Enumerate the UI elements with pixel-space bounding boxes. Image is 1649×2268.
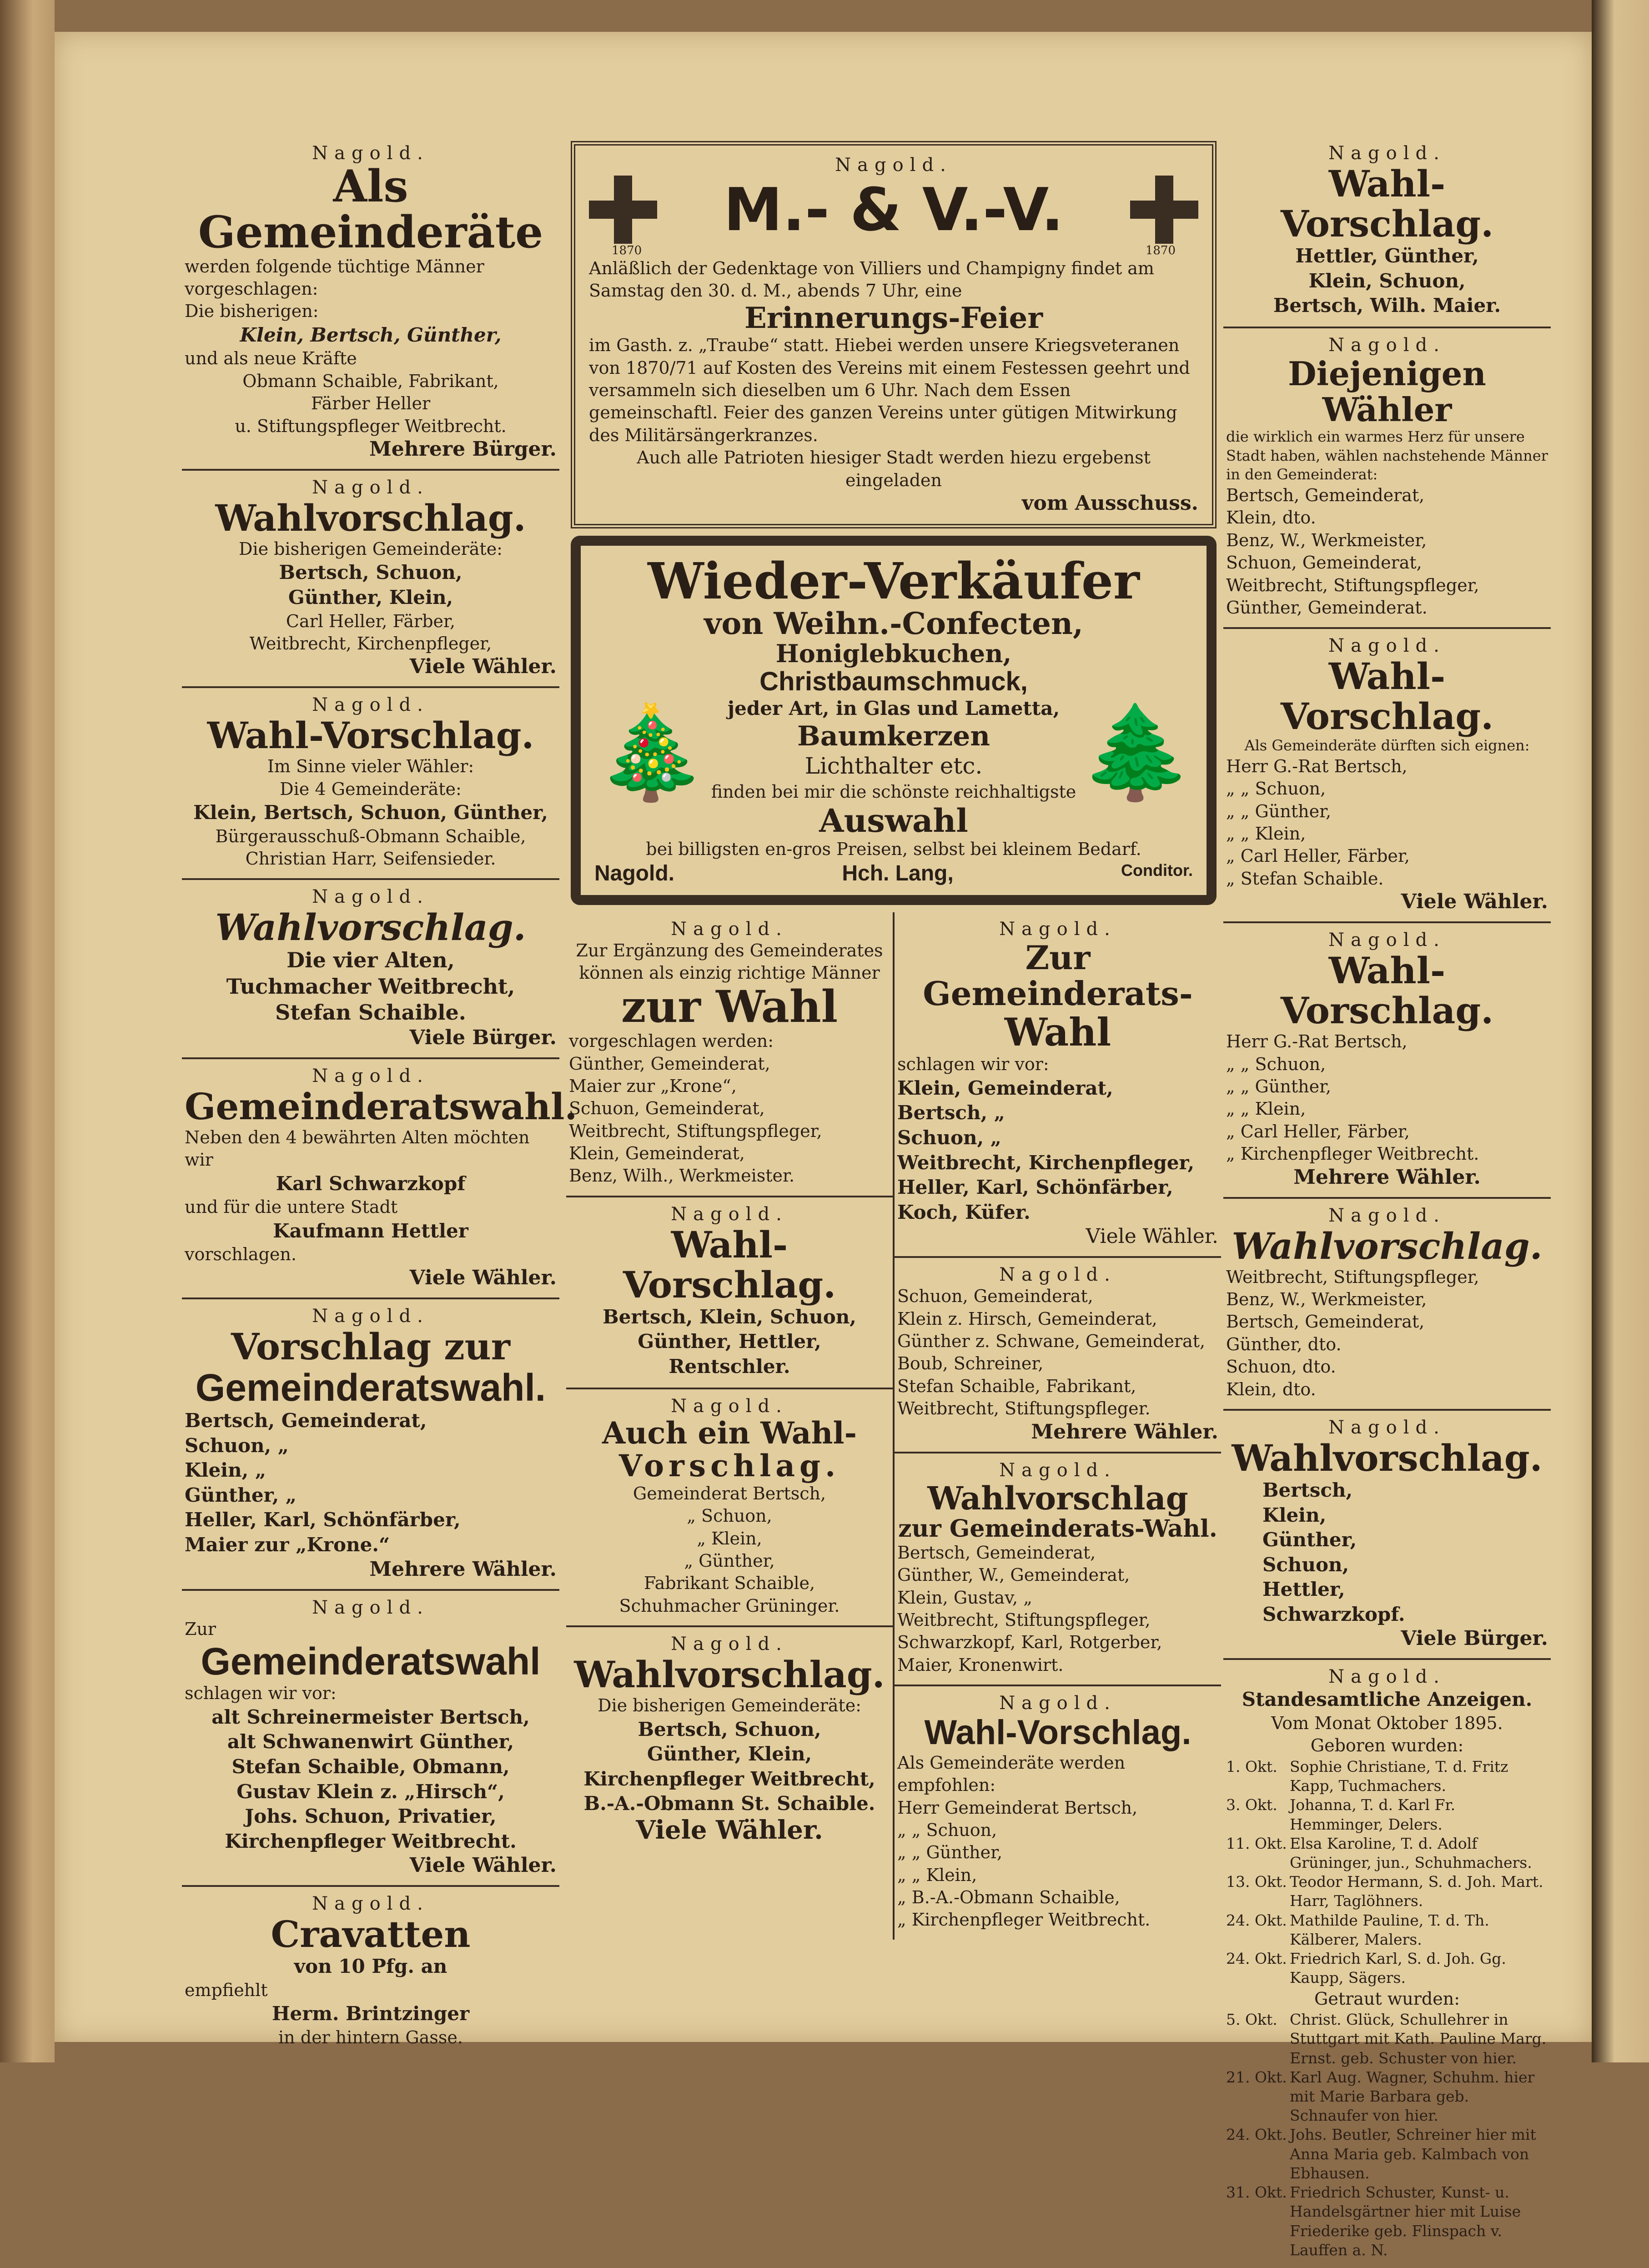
ad-place: Nagold. <box>312 694 429 716</box>
ad-text: Bertsch, Gemeinderat, <box>897 1542 1096 1563</box>
ad-text: Maier zur „Krone“, <box>569 1076 737 1096</box>
ad-text: Benz, W., Werkmeister, <box>1226 1289 1427 1309</box>
register-date: 24. Okt. <box>1226 2126 1287 2144</box>
ad-names: alt Schwanenwirt Günther, <box>227 1730 514 1753</box>
iron-cross-icon <box>589 176 657 244</box>
ad-wahlvorschlag-1 <box>182 471 559 688</box>
next-page-edge <box>1592 0 1649 2062</box>
ad-title: Auch ein Wahl- <box>602 1415 857 1451</box>
ad-names: Hettler, <box>1262 1578 1345 1601</box>
ad-wahlvorschlag-r5 <box>1223 1411 1551 1660</box>
ad-text: Gemeinderat Bertsch, <box>633 1483 826 1504</box>
ad-text: Schwarzkopf, Karl, Rotgerber, <box>897 1632 1162 1653</box>
ad-signature: Mehrere Wähler. <box>369 1557 557 1581</box>
ad-text: Zur Ergänzung des Gemeinderates können als einzig richtige Männer <box>576 940 883 983</box>
ad-text: vorschlagen. <box>185 1244 297 1265</box>
ad-title: Cravatten <box>271 1913 471 1956</box>
ad-text: Klein, Gemeinderat, <box>569 1143 745 1164</box>
ad-text: jeder Art, in Glas und Lametta, <box>727 697 1060 720</box>
ad-text: Herr G.-Rat Bertsch, <box>1226 756 1408 776</box>
ad-names: Koch, Küfer. <box>897 1201 1031 1223</box>
ad-text: vorgeschlagen werden: <box>569 1031 774 1051</box>
ad-text: Klein z. Hirsch, Gemeinderat, <box>897 1308 1157 1329</box>
ad-text: „ „ Klein, <box>1226 1099 1306 1119</box>
ad-text: die wirklich ein warmes Herz für unsere Stadt haben, wählen nachstehende Männer in den Gemeinderat: <box>1226 428 1548 483</box>
ad-title: Wahlvorschlag. <box>1232 1436 1543 1479</box>
ad-title: Wahl-Vorschlag. <box>1280 655 1494 738</box>
ad-text: Boub, Schreiner, <box>897 1353 1044 1374</box>
ad-title: Wahlvorschlag. <box>574 1653 885 1696</box>
marriages-header: Getraut wurden: <box>1314 1988 1460 2009</box>
ad-place: Nagold. <box>835 155 952 176</box>
ad-wahlvorschlag-gemeinderats-wahl <box>895 1453 1221 1687</box>
ad-text: Auch alle Patrioten hiesiger Stadt werden hiezu ergebenst eingeladen <box>637 448 1151 490</box>
ad-text: Bertsch, Gemeinderat, <box>1226 485 1425 505</box>
ad-names: Günther, Klein, <box>288 586 453 608</box>
births-list <box>1226 1757 1548 1988</box>
ad-text: Weitbrecht, Stiftungspfleger, <box>1226 1267 1479 1287</box>
births-header: Geboren wurden: <box>1310 1735 1464 1756</box>
ad-wahl-vorschlag-2 <box>182 688 559 880</box>
ad-text: Klein, dto. <box>1226 1379 1316 1399</box>
ad-place: Nagold. <box>1328 1417 1446 1438</box>
ad-text: Schuon, Gemeinderat, <box>569 1098 765 1119</box>
ad-wahl-vorschlag-r2 <box>1223 629 1551 923</box>
ad-text: „ „ Günther, <box>897 1842 1003 1863</box>
ad-zur-wahl <box>566 912 893 1197</box>
ad-text: von Weihn.-Confecten, <box>704 606 1084 642</box>
ad-text: Die bisherigen: <box>185 301 319 322</box>
ad-names: Klein, Gemeinderat, <box>897 1076 1113 1099</box>
register-text: Teodor Hermann, S. d. Joh. Mart. Harr, Taglöhners. <box>1290 1873 1543 1910</box>
ad-text: „ Kirchenpfleger Weitbrecht. <box>1226 1144 1479 1164</box>
register-text: Christ. Glück, Schullehrer in Stuttgart mit Kath. Pauline Marg. Ernst. geb. Schuster von hier. <box>1290 2011 1547 2067</box>
ad-names: Bertsch, Klein, Schuon, <box>603 1305 856 1328</box>
ad-place: Nagold. <box>1328 1666 1446 1688</box>
ad-text: bei billigsten en-gros Preisen, selbst bei kleinem Bedarf. <box>646 839 1141 860</box>
ad-names: Schwarzkopf. <box>1262 1603 1405 1625</box>
ad-names: Gustav Klein z. „Hirsch“, <box>236 1780 505 1803</box>
ad-text: Neben den 4 bewährten Alten möchten wir <box>185 1127 530 1170</box>
register-text: Sophie Christiane, T. d. Fritz Kapp, Tuchmachers. <box>1290 1757 1508 1795</box>
ad-place: Nagold. <box>1328 334 1446 356</box>
ad-wahl-vorschlag-mid <box>566 1197 893 1389</box>
ad-text: Schuon, dto. <box>1226 1357 1336 1377</box>
ad-text: Bürgerausschuß-Obmann Schaible, <box>215 826 526 846</box>
book-edge <box>0 0 55 2062</box>
ad-gemeinderatswahl <box>182 1059 578 1299</box>
ad-place: Nagold. <box>999 918 1116 940</box>
ad-title: Zur Gemeinderats- <box>923 938 1193 1013</box>
ad-text: „ „ Schuon, <box>1226 779 1326 799</box>
ad-names: Bertsch, Schuon, <box>279 561 463 584</box>
ad-signature: Mehrere Wähler. <box>1031 1420 1218 1443</box>
register-date: 31. Okt. <box>1226 2183 1287 2202</box>
ad-text: Honiglebkuchen, <box>775 639 1012 668</box>
ad-title: Wieder-Verkäufer <box>648 551 1140 610</box>
ad-text: „ „ Günther, <box>1226 1076 1332 1096</box>
ad-text: „ B.-A.-Obmann Schaible, <box>897 1887 1120 1908</box>
ad-text: Die bisherigen Gemeinderäte: <box>238 538 503 559</box>
ad-title: Vorschlag. <box>618 1448 840 1484</box>
ad-names: Bertsch, Schuon, <box>638 1718 821 1740</box>
register-entry <box>1226 2010 1548 2068</box>
ad-place: Nagold. <box>312 1065 429 1086</box>
register-date: 11. Okt. <box>1226 1834 1287 1852</box>
ad-vorschlag-zur-gemeinderatswahl <box>182 1299 559 1591</box>
ad-title: Wahl <box>1004 1009 1111 1055</box>
ad-text: Klein, dto. <box>1226 508 1316 528</box>
ad-text: Benz, Wilh., Werkmeister. <box>569 1166 795 1186</box>
register-entry <box>1226 1757 1548 1795</box>
ad-text: „ Carl Heller, Färber, <box>1226 846 1410 866</box>
ad-names: Kirchenpfleger Weitbrecht. <box>225 1830 517 1852</box>
ad-names: Bertsch, <box>1262 1478 1353 1501</box>
ad-names: Bertsch, Wilh. Maier. <box>1273 294 1501 317</box>
ad-auch-ein-wahlvorschlag <box>566 1389 893 1628</box>
ad-title: M.- & V.-V. <box>724 175 1064 244</box>
ad-diejenigen-waehler <box>1223 328 1551 629</box>
ad-text: „ „ Schuon, <box>1226 1054 1326 1074</box>
ad-text: und für die untere Stadt <box>185 1197 398 1217</box>
ad-text: „ Stefan Schaible. <box>1226 868 1384 889</box>
ad-title: Wahl-Vorschlag. <box>1280 162 1494 245</box>
ad-title: Wahlvorschlag. <box>1232 1224 1543 1267</box>
ad-text: Weitbrecht, Stiftungspfleger, <box>1226 575 1479 595</box>
ad-names: Maier zur „Krone.“ <box>185 1534 390 1556</box>
cross-year: 1870 <box>612 244 642 257</box>
ad-signature: Viele Wähler. <box>1401 890 1548 914</box>
register-entry <box>1226 2068 1548 2126</box>
column-right <box>1223 136 1551 2268</box>
ad-place: Nagold. <box>671 1203 788 1225</box>
ad-place: Nagold. <box>312 477 429 498</box>
ad-place: Nagold. <box>999 1459 1116 1481</box>
ad-wahl-vorschlag-r3 <box>1223 923 1551 1198</box>
ad-names: Tuchmacher Weitbrecht, <box>226 974 515 999</box>
ad-wahlvorschlag-mid-2 <box>566 1627 893 1852</box>
ad-text: Schuon, Gemeinderat, <box>1226 553 1422 573</box>
ad-place: Nagold. <box>1328 635 1446 657</box>
ad-text: Die bisherigen Gemeinderäte: <box>597 1695 861 1716</box>
marriages-list <box>1226 2010 1548 2260</box>
register-text: Friedrich Karl, S. d. Joh. Gg. Kaupp, Sägers. <box>1290 1950 1506 1987</box>
ad-text: Günther, Gemeinderat. <box>1226 597 1428 618</box>
ad-names: Johs. Schuon, Privatier, <box>245 1805 497 1828</box>
ad-text: „ „ Klein, <box>897 1865 977 1885</box>
register-text: Johanna, T. d. Karl Fr. Hemminger, Delers. <box>1290 1796 1456 1833</box>
ad-title: Wahlvorschlag. <box>215 496 526 539</box>
ad-text: Weitbrecht, Stiftungspfleger. <box>897 1398 1151 1419</box>
ad-text: empfiehlt <box>185 1980 268 2000</box>
ad-names: Hettler, Günther, <box>1295 245 1479 267</box>
ad-names: Klein, Bertsch, Günther, <box>240 323 502 346</box>
ad-text: schlagen wir vor: <box>185 1683 337 1704</box>
ad-title: Standesamtliche Anzeigen. <box>1242 1688 1533 1711</box>
ad-signature: Viele Wähler. <box>409 1854 557 1877</box>
register-date: 24. Okt. <box>1226 1950 1287 1968</box>
ad-names: alt Schreinermeister Bertsch, <box>211 1705 530 1728</box>
christmas-tree-icon: 🌲 <box>1079 699 1193 806</box>
register-entry <box>1226 1795 1548 1834</box>
register-date: 24. Okt. <box>1226 1911 1287 1929</box>
ad-names: Günther, Klein, <box>647 1743 812 1765</box>
ad-names: Bertsch, „ <box>897 1101 1005 1124</box>
ad-title: Diejenigen Wähler <box>1288 354 1486 429</box>
ad-wahl-vorschlag-sans <box>895 1686 1221 1940</box>
ad-title: zur Wahl <box>621 981 838 1033</box>
ad-title: zur Gemeinderats-Wahl. <box>898 1514 1217 1543</box>
christmas-tree-icon: 🎄 <box>594 699 708 806</box>
register-date: 13. Okt. <box>1226 1873 1287 1891</box>
ad-text: Weitbrecht, Stiftungspfleger, <box>569 1121 822 1141</box>
register-entry <box>1226 1911 1548 1949</box>
ad-names: Schuon, <box>1262 1553 1349 1576</box>
ad-text: Carl Heller, Färber, <box>286 611 456 631</box>
register-entry <box>1226 1872 1548 1911</box>
cross-year: 1870 <box>1145 244 1176 257</box>
ad-signature: Viele Wähler. <box>1086 1225 1218 1248</box>
register-date: 3. Okt. <box>1226 1796 1277 1814</box>
register-date: 21. Okt. <box>1226 2068 1287 2086</box>
register-date: 1. Okt. <box>1226 1757 1277 1775</box>
ad-text: Günther, dto. <box>1226 1334 1342 1354</box>
ad-title: Wahl-Vorschlag. <box>207 714 534 757</box>
ad-place: Nagold. <box>671 918 788 940</box>
ad-text: Die 4 Gemeinderäte: <box>280 779 462 799</box>
ad-names: Stefan Schaible, Obmann, <box>231 1755 510 1778</box>
ad-text: „ Klein, <box>697 1528 762 1549</box>
ad-signature: vom Ausschuss. <box>1021 491 1198 515</box>
ad-text: Schuhmacher Grüninger. <box>619 1595 840 1616</box>
ad-text: Günther z. Schwane, Gemeinderat, <box>897 1331 1206 1352</box>
ad-names: Klein, <box>1262 1504 1327 1526</box>
ad-text: Weitbrecht, Kirchenpfleger, <box>249 633 492 654</box>
register-entry <box>1226 2183 1548 2260</box>
ad-signature: Viele Bürger. <box>1401 1627 1548 1650</box>
ad-names: Karl Schwarzkopf <box>276 1172 466 1195</box>
ad-text: Klein, Gustav, „ <box>897 1587 1032 1608</box>
register-text: Karl Aug. Wagner, Schuhm. hier mit Marie Barbara geb. Schnaufer von hier. <box>1290 2068 1535 2125</box>
ad-title: Vorschlag zur <box>231 1325 510 1368</box>
ad-subtitle: Vom Monat Oktober 1895. <box>1271 1713 1503 1734</box>
ad-names: B.-A.-Obmann St. Schaible. <box>583 1792 875 1815</box>
ad-names: Herm. Brintzinger <box>271 2002 470 2025</box>
ad-title: Wahl-Vorschlag. <box>1280 949 1494 1032</box>
ad-signature: Mehrere Wähler. <box>1293 1165 1481 1189</box>
ad-names: Stefan Schaible. <box>275 1000 466 1025</box>
ad-title: Wahl-Vorschlag. <box>623 1223 836 1306</box>
ad-text: „ Schuon, <box>687 1506 772 1526</box>
ad-names: Günther, Hettler, <box>638 1330 821 1353</box>
register-entry <box>1226 1949 1548 1987</box>
ad-text: „ „ Günther, <box>1226 801 1332 821</box>
ad-names: Die vier Alten, <box>287 948 455 973</box>
register-text: Mathilde Pauline, T. d. Th. Kälberer, Malers. <box>1290 1911 1489 1948</box>
ad-place: Nagold. <box>312 1305 429 1327</box>
ad-lang-conditor <box>571 536 1217 905</box>
ad-trade: Conditor. <box>1121 860 1193 880</box>
ad-text: Herr Gemeinderat Bertsch, <box>897 1797 1138 1818</box>
ad-text: im Gasth. z. „Traube“ statt. Hiebei werden unsere Kriegsveteranen von 1870/71 auf Kosten des Vereins mit einem Festessen geehrt und versammeln sich dieselben um 6 Uhr. Nach dem Essen gemeinschaftl. Feier des ganzen Vereins unter gütigen Mitwirkung des Militärsängerkranzes. <box>589 335 1190 445</box>
ad-text: „ „ Klein, <box>1226 824 1306 844</box>
ad-text: Baumkerzen <box>797 720 990 752</box>
ad-text: „ Kirchenpfleger Weitbrecht. <box>897 1910 1151 1930</box>
iron-cross-icon <box>1130 176 1198 244</box>
ad-text: Bertsch, Gemeinderat, <box>1226 1312 1425 1332</box>
ad-cravatten <box>182 1887 559 2057</box>
ad-place: Nagold. <box>1328 143 1446 164</box>
ad-names: Heller, Karl, Schönfärber, <box>897 1176 1173 1199</box>
ad-zur-gemeinderatswahl <box>182 1591 559 1887</box>
register-entry <box>1226 2125 1548 2183</box>
ad-name: Hch. Lang, <box>842 861 954 885</box>
ad-text: und als neue Kräfte <box>185 348 357 369</box>
ad-names: Günther, „ <box>185 1484 297 1506</box>
ad-names: Weitbrecht, Kirchenpfleger, <box>897 1151 1195 1174</box>
ad-text: „ „ Schuon, <box>897 1820 997 1840</box>
ad-text: finden bei mir die schönste reichhaltigste <box>711 781 1076 802</box>
ad-zur-gemeinderats-wahl <box>895 912 1221 1258</box>
ad-names: Kaufmann Hettler <box>273 1219 468 1242</box>
ad-signature: Viele Wähler. <box>409 655 557 679</box>
ad-text: Maier, Kronenwirt. <box>897 1654 1064 1675</box>
ad-text: Lichthalter etc. <box>804 752 983 779</box>
ad-als-gemeinderaete <box>182 136 559 471</box>
ad-names: Klein, „ <box>185 1459 266 1482</box>
ad-place: Nagold. <box>312 1893 429 1915</box>
ad-names: Rentschler. <box>669 1355 790 1378</box>
column-left <box>182 136 578 2057</box>
ad-title: Wahlvorschlag. <box>215 906 526 949</box>
ad-text: Weitbrecht, Stiftungspfleger, <box>897 1609 1151 1630</box>
subcolumn-b <box>893 912 1221 1940</box>
ad-place: Nagold. <box>1328 930 1446 951</box>
ad-text: Als Gemeinderäte werden empfohlen: <box>897 1752 1126 1795</box>
column-middle <box>566 136 1221 1940</box>
ad-place: Nagold. <box>999 1264 1116 1286</box>
ad-title: Zur <box>185 1619 216 1639</box>
ad-place: Nagold. <box>999 1693 1116 1714</box>
ad-names: Schuon, „ <box>897 1126 1001 1149</box>
ad-text: Als Gemeinderäte dürften sich eignen: <box>1244 737 1530 754</box>
register-entry <box>1226 1834 1548 1872</box>
ad-text: Günther, Gemeinderat, <box>569 1053 770 1074</box>
ad-wahl-vorschlag-r1 <box>1223 136 1551 328</box>
ad-text: u. Stiftungspfleger Weitbrecht. <box>235 416 507 436</box>
register-text: Elsa Karoline, T. d. Adolf Grüninger, jun., Schuhmachers. <box>1290 1834 1532 1872</box>
ad-signature: Viele Bürger. <box>409 1026 557 1049</box>
ad-text: werden folgende tüchtige Männer vorgeschlagen: <box>185 256 484 299</box>
ad-text: schlagen wir vor: <box>897 1054 1049 1075</box>
ad-title: Wahl-Vorschlag. <box>924 1713 1192 1752</box>
ad-militaer-verein <box>571 141 1217 528</box>
ad-text: Christian Harr, Seifensieder. <box>245 849 496 869</box>
ad-text: Stefan Schaible, Fabrikant, <box>897 1376 1136 1396</box>
ad-text: Obmann Schaible, Fabrikant, <box>242 371 499 391</box>
ad-standesamt <box>1223 1660 1551 2268</box>
ad-names: Günther, <box>1262 1529 1357 1551</box>
ad-text: Fabrikant Schaible, <box>644 1573 815 1594</box>
ad-schuon-list <box>895 1258 1221 1453</box>
ad-text: „ Carl Heller, Färber, <box>1226 1121 1410 1142</box>
ad-text: von 10 Pfg. an <box>294 1955 447 1978</box>
ad-wahlvorschlag-3 <box>182 880 559 1059</box>
ad-signature: Viele Wähler. <box>636 1815 823 1845</box>
ad-place: Nagold. <box>312 886 429 908</box>
ad-text: Anläßlich der Gedenktage von Villiers und Champigny findet am Samstag den 30. d. M., abends 7 Uhr, eine <box>589 258 1154 301</box>
ad-place: Nagold. <box>312 143 429 164</box>
ad-title: Gemeinderatswahl. <box>195 1366 546 1409</box>
middle-subcolumns <box>566 912 1221 1940</box>
ad-names: Heller, Karl, Schönfärber, <box>185 1509 461 1531</box>
ad-title: Gemeinderatswahl <box>201 1640 541 1683</box>
ad-text: „ Günther, <box>684 1551 775 1571</box>
ad-names: Kirchenpfleger Weitbrecht, <box>583 1767 875 1790</box>
ad-names: Schuon, „ <box>185 1434 289 1457</box>
ad-title: Wahlvorschlag <box>927 1479 1188 1517</box>
ad-subtitle: Erinnerungs-Feier <box>744 301 1043 335</box>
ad-text: Günther, W., Gemeinderat, <box>897 1565 1130 1585</box>
ad-text: Herr G.-Rat Bertsch, <box>1226 1031 1408 1052</box>
ad-names: Bertsch, Gemeinderat, <box>185 1409 427 1432</box>
ad-signature: Viele Wähler. <box>409 1266 557 1289</box>
register-text: Friedrich Schuster, Kunst- u. Handelsgärtner hier mit Luise Friederike geb. Flinspach v. Lauffen a. N. <box>1290 2183 1521 2259</box>
ad-title: Gemeinderatswahl. <box>185 1085 578 1128</box>
ad-text: in der hintern Gasse. <box>278 2027 463 2047</box>
ad-text: Im Sinne vieler Wähler: <box>267 756 474 777</box>
subcolumn-a <box>566 912 893 1940</box>
ad-place: Nagold. <box>1328 1205 1446 1226</box>
ad-place: Nagold. <box>671 1634 788 1655</box>
ad-names: Klein, Bertsch, Schuon, Günther, <box>193 801 548 824</box>
ad-text: Schuon, Gemeinderat, <box>897 1286 1093 1307</box>
ad-text: Auswahl <box>819 802 968 840</box>
ad-text: Christbaumschmuck, <box>759 667 1028 697</box>
ad-place: Nagold. <box>312 1597 429 1618</box>
ad-signature: Mehrere Bürger. <box>369 437 557 461</box>
register-text: Johs. Beutler, Schreiner hier mit Anna Maria geb. Kalmbach von Ebhausen. <box>1290 2126 1536 2182</box>
ad-place: Nagold. <box>671 1395 788 1417</box>
ad-place: Nagold. <box>594 861 674 885</box>
ad-names: Klein, Schuon, <box>1308 269 1466 292</box>
ad-wahlvorschlag-r4 <box>1223 1199 1551 1411</box>
ad-text: Färber Heller <box>311 393 431 414</box>
ad-text: Benz, W., Werkmeister, <box>1226 530 1427 550</box>
ad-title: Als Gemeinderäte <box>198 161 543 258</box>
register-date: 5. Okt. <box>1226 2011 1277 2029</box>
